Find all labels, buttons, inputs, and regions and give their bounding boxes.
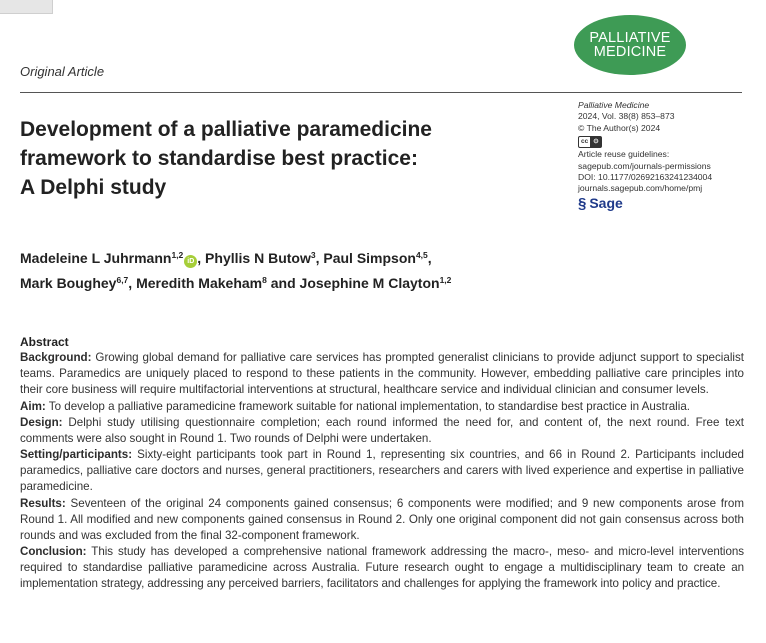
doi[interactable]: DOI: 10.1177/02692163241234004 xyxy=(578,172,713,183)
title-line-2: framework to standardise best practice: xyxy=(20,147,418,170)
author-5: , Meredith Makeham xyxy=(128,275,263,291)
title-line-1: Development of a palliative paramedicine xyxy=(20,118,432,141)
author-5-affil: 8 xyxy=(262,275,267,285)
conclusion-text: This study has developed a comprehensive national framework addressing the macro-, meso- and micro-level interventions required to standardise palliative paramedicine across Australia. Future research ought to engage a multidisciplinary team to create an implementation strategy, addressing any perceived barriers, facilitators and challenges for applying the framework into policy and practice. xyxy=(20,545,744,591)
journal-name: Palliative Medicine xyxy=(578,100,650,110)
abstract-results xyxy=(20,496,744,544)
copyright: © The Author(s) 2024 xyxy=(578,122,661,133)
author-6: and Josephine M Clayton xyxy=(266,275,440,291)
author-list xyxy=(20,244,451,294)
page-corner xyxy=(0,0,53,14)
title-line-3: A Delphi study xyxy=(20,176,167,199)
cc-license-badge xyxy=(578,136,602,148)
article-type: Original Article xyxy=(20,64,105,79)
cc-icon: cc xyxy=(579,137,591,147)
reuse-link[interactable]: sagepub.com/journals-permissions xyxy=(578,160,711,171)
results-text: Seventeen of the original 24 components gained consensus; 6 components were modified; and 9 new components arose from Round 1. All modified and new components gained consensus in Round 2. Only one original component did not gain consensus across both rounds and was excluded from the final 32-component framework. xyxy=(20,496,744,542)
journal-info xyxy=(578,100,748,212)
aim-label: Aim: xyxy=(20,399,46,413)
journal-logo xyxy=(574,15,686,75)
abstract-conclusion xyxy=(20,544,744,592)
author-3: , Paul Simpson xyxy=(315,250,416,266)
conclusion-label: Conclusion: xyxy=(20,545,87,559)
author-2: , Phyllis N Butow xyxy=(197,250,311,266)
author-3-comma: , xyxy=(427,250,432,266)
background-label: Background: xyxy=(20,351,92,365)
author-3-affil: 4,5 xyxy=(415,250,428,260)
author-4-affil: 6,7 xyxy=(116,275,129,285)
volume-info: 2024, Vol. 38(8) 853–873 xyxy=(578,111,675,122)
header-divider xyxy=(20,92,742,93)
author-6-affil: 1,2 xyxy=(439,275,452,285)
author-4: Mark Boughey xyxy=(20,275,117,291)
author-1-affil: 1,2 xyxy=(171,250,184,260)
logo-line-2: MEDICINE xyxy=(593,44,667,60)
abstract-aim xyxy=(20,399,744,415)
abstract-design xyxy=(20,415,744,447)
publisher-name: Sage xyxy=(589,194,623,211)
author-line-1 xyxy=(20,244,451,269)
author-line-2 xyxy=(20,269,451,294)
aim-text: To develop a palliative paramedicine framework suitable for national implementation, to standardise best practice in Australia. xyxy=(45,399,690,413)
abstract-heading: Abstract xyxy=(20,335,69,349)
publisher-logo xyxy=(578,194,748,212)
design-label: Design: xyxy=(20,415,63,429)
reuse-guidelines: Article reuse guidelines: xyxy=(578,149,670,160)
journal-link[interactable]: journals.sagepub.com/home/pmj xyxy=(578,183,703,194)
abstract xyxy=(20,334,744,593)
sage-s-icon: § xyxy=(578,194,587,212)
design-text: Delphi study utilising questionnaire completion; each round informed the need for, and content of, the next round. Free text comments were also sought in Round 1. Two rounds of Delphi were undertaken. xyxy=(20,415,744,445)
article-title xyxy=(20,115,540,202)
setting-label: Setting/participants: xyxy=(20,448,133,462)
author-2-affil: 3 xyxy=(310,250,316,260)
setting-text: Sixty-eight participants took part in Round 1, representing six countries, and 66 in Round 2. Participants included paramedics, palliative care doctors and nurses, general practitioners, researchers and carers with lived experience and expertise in palliative paramedicine. xyxy=(20,448,744,494)
by-icon: ⊙ xyxy=(593,138,599,146)
abstract-setting xyxy=(20,447,744,495)
logo-line-1: PALLIATIVE xyxy=(589,29,671,46)
background-text: Growing global demand for palliative care services has prompted generalist clinicians to provide adjunct support to specialist teams. Paramedics are uniquely placed to respond to these patients in the community. However, embedding palliative care principles into their core business will require multifactorial interventions at structural, healthcare service and individual clinician and consumer levels. xyxy=(20,351,744,397)
orcid-icon[interactable]: iD xyxy=(184,255,197,268)
results-label: Results: xyxy=(20,496,66,510)
author-1: Madeleine L Juhrmann xyxy=(20,250,172,266)
abstract-background xyxy=(20,350,744,398)
